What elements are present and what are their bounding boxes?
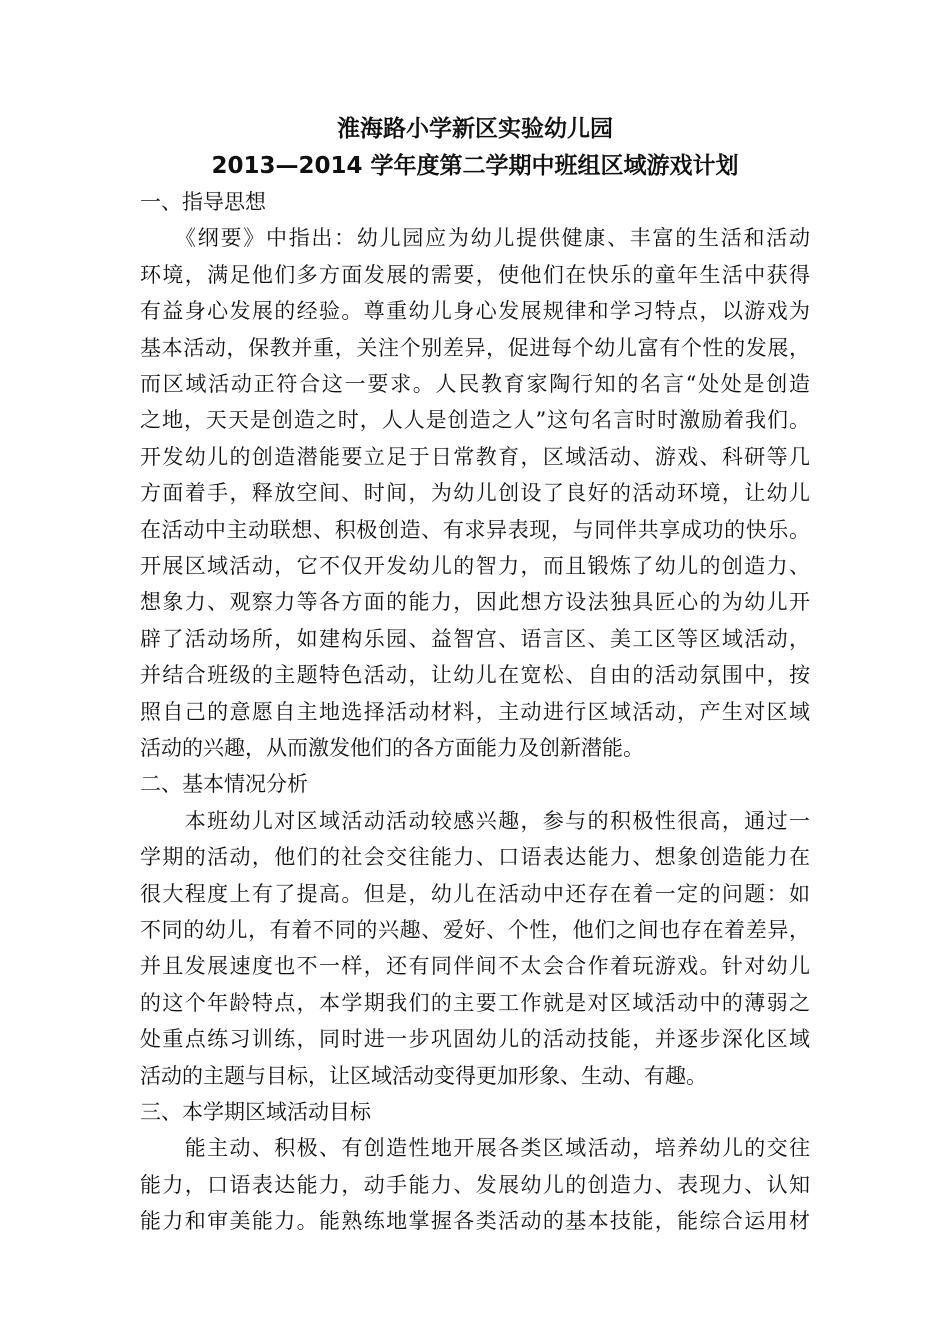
body-text-line: 并结合班级的主题特色活动，让幼儿在宽松、自由的活动氛围中，按	[140, 663, 810, 687]
body-text-line: 活动的兴趣，从而激发他们的各方面能力及创新潜能。	[140, 736, 644, 760]
section-heading: 一、指导思想	[140, 190, 266, 214]
body-text-line: 环境，满足他们多方面发展的需要，使他们在快乐的童年生活中获得	[140, 263, 810, 287]
body-text-line: 不同的幼儿，有着不同的兴趣、爱好、个性，他们之间也存在着差异，	[140, 918, 810, 942]
body-text-line: 而区域活动正符合这一要求。人民教育家陶行知的名言“处处是创造	[140, 372, 810, 396]
body-text-line: 在活动中主动联想、积极创造、有求异表现，与同伴共享成功的快乐。	[140, 518, 810, 542]
body-text-line: 辟了活动场所，如建构乐园、益智宫、语言区、美工区等区域活动，	[140, 627, 810, 651]
body-text-line: 学期的活动，他们的社会交往能力、口语表达能力、想象创造能力在	[140, 845, 810, 869]
body-text-line: 能主动、积极、有创造性地开展各类区域活动，培养幼儿的交往	[140, 1136, 810, 1160]
body-text-line: 活动的主题与目标，让区域活动变得更加形象、生动、有趣。	[140, 1064, 707, 1088]
body-text-line: 开展区域活动，它不仅开发幼儿的智力，而且锻炼了幼儿的创造力、	[140, 554, 810, 578]
body-text-line: 有益身心发展的经验。尊重幼儿身心发展规律和学习特点，以游戏为	[140, 299, 810, 323]
section-heading: 二、基本情况分析	[140, 772, 308, 796]
body-text-line: 并且发展速度也不一样，还有同伴间不太会合作着玩游戏。针对幼儿	[140, 954, 810, 978]
body-text-line: 基本活动，保教并重，关注个别差异，促进每个幼儿富有个性的发展，	[140, 336, 810, 360]
body-text-line: 很大程度上有了提高。但是，幼儿在活动中还存在着一定的问题：如	[140, 882, 810, 906]
document-title-school: 淮海路小学新区实验幼儿园	[337, 116, 613, 142]
body-text-line: 《纲要》中指出：幼儿园应为幼儿提供健康、丰富的生活和活动	[140, 226, 810, 250]
document-title-plan: 2013—2014 学年度第二学期中班组区域游戏计划	[211, 153, 739, 179]
body-text-line: 本班幼儿对区域活动活动较感兴趣，参与的积极性很高，通过一	[140, 809, 810, 833]
body-text-line: 想象力、观察力等各方面的能力，因此想方设法独具匠心的为幼儿开	[140, 590, 810, 614]
body-text-line: 之地，天天是创造之时，人人是创造之人”这句名言时时激励着我们。	[140, 408, 810, 432]
body-text-line: 照自己的意愿自主地选择活动材料，主动进行区域活动，产生对区域	[140, 700, 810, 724]
body-text-line: 能力，口语表达能力，动手能力、发展幼儿的创造力、表现力、认知	[140, 1173, 810, 1197]
body-text-line: 方面着手，释放空间、时间，为幼儿创设了良好的活动环境，让幼儿	[140, 481, 810, 505]
body-text-line: 的这个年龄特点，本学期我们的主要工作就是对区域活动中的薄弱之	[140, 991, 810, 1015]
section-heading: 三、本学期区域活动目标	[140, 1100, 371, 1124]
body-text-line: 能力和审美能力。能熟练地掌握各类活动的基本技能，能综合运用材	[140, 1209, 810, 1233]
body-text-line: 开发幼儿的创造潜能要立足于日常教育，区域活动、游戏、科研等几	[140, 445, 810, 469]
body-text-line: 处重点练习训练，同时进一步巩固幼儿的活动技能，并逐步深化区域	[140, 1027, 810, 1051]
